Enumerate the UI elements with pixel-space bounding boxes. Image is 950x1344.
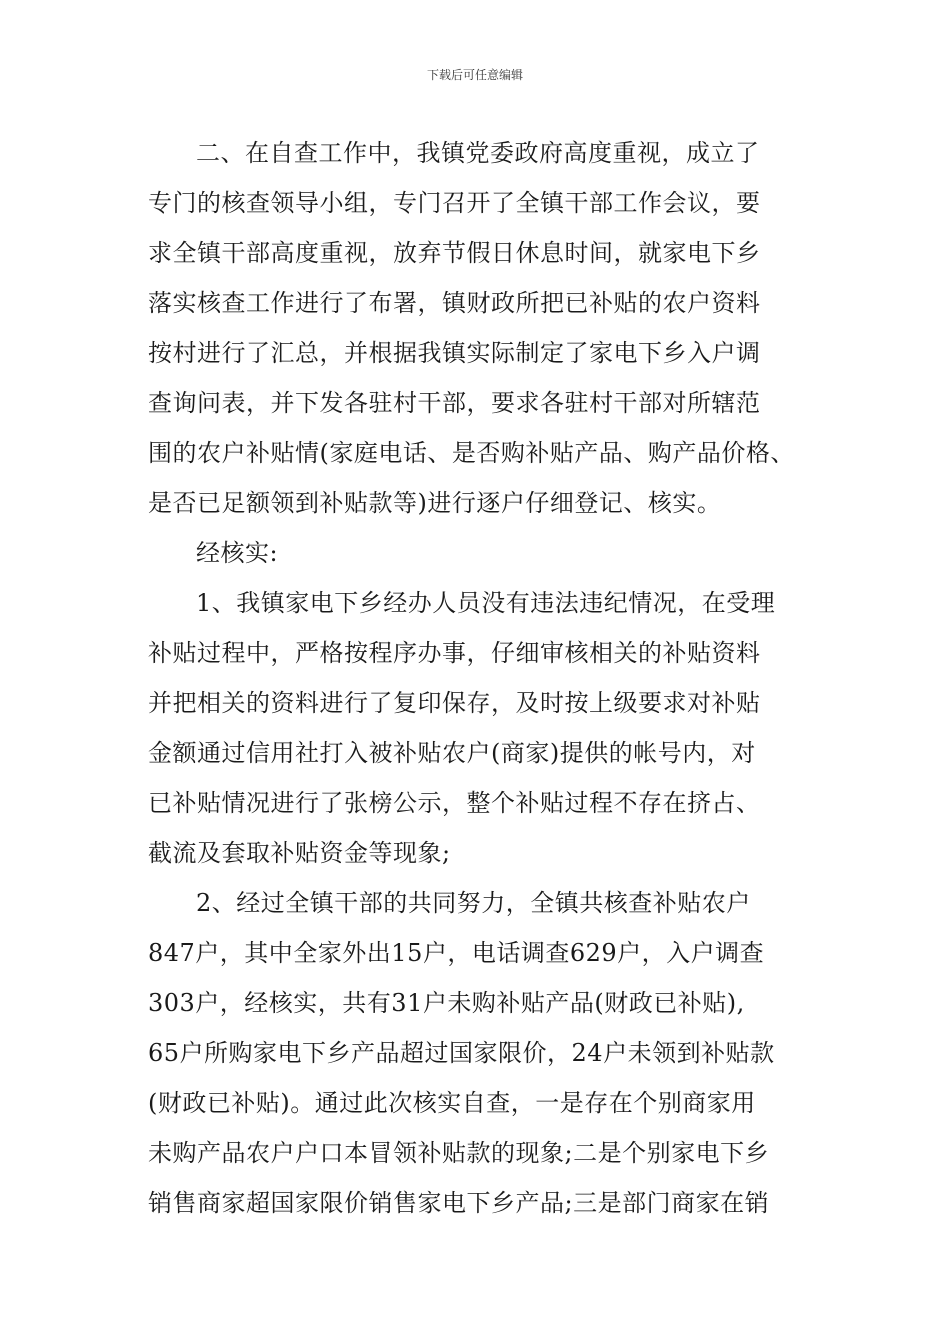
- text-line: 落实核查工作进行了布署，镇财政所把已补贴的农户资料: [148, 289, 761, 317]
- text-line: 已补贴情况进行了张榜公示，整个补贴过程不存在挤占、: [148, 789, 761, 817]
- text-line: 65户所购家电下乡产品超过国家限价，24户未领到补贴款: [148, 1039, 775, 1067]
- text-line: 补贴过程中，严格按程序办事，仔细审核相关的补贴资料: [148, 639, 761, 667]
- text-line: 303户，经核实，共有31户未购补贴产品(财政已补贴),: [148, 989, 745, 1017]
- text-line: 未购产品农户户口本冒领补贴款的现象;二是个别家电下乡: [148, 1139, 770, 1167]
- text-line: 销售商家超国家限价销售家电下乡产品;三是部门商家在销: [148, 1189, 770, 1217]
- text-line: 按村进行了汇总，并根据我镇实际制定了家电下乡入户调: [148, 339, 761, 367]
- page-header: 下载后可任意编辑: [426, 68, 523, 82]
- text-line: 847户，其中全家外出15户，电话调查629户，入户调查: [148, 939, 765, 967]
- text-line: 是否已足额领到补贴款等)进行逐户仔细登记、核实。: [148, 489, 722, 517]
- text-line: 并把相关的资料进行了复印保存，及时按上级要求对补贴: [148, 689, 761, 717]
- text-line: 经核实:: [196, 539, 279, 567]
- text-line: 围的农户补贴情(家庭电话、是否购补贴产品、购产品价格、: [148, 439, 795, 467]
- document-body: [148, 128, 818, 1228]
- text-line: (财政已补贴)。通过此次核实自查，一是存在个别商家用: [148, 1089, 756, 1117]
- text-line: 二、在自查工作中，我镇党委政府高度重视，成立了: [196, 139, 760, 167]
- text-line: 专门的核查领导小组，专门召开了全镇干部工作会议，要: [148, 189, 761, 217]
- text-line: 2、经过全镇干部的共同努力，全镇共核查补贴农户: [196, 889, 751, 917]
- text-line: 截流及套取补贴资金等现象;: [148, 839, 451, 867]
- text-line: 求全镇干部高度重视，放弃节假日休息时间，就家电下乡: [148, 239, 761, 267]
- text-line: 1、我镇家电下乡经办人员没有违法违纪情况，在受理: [196, 589, 776, 617]
- text-line: 金额通过信用社打入被补贴农户(商家)提供的帐号内，对: [148, 739, 756, 767]
- text-line: 查询问表，并下发各驻村干部，要求各驻村干部对所辖范: [148, 389, 761, 417]
